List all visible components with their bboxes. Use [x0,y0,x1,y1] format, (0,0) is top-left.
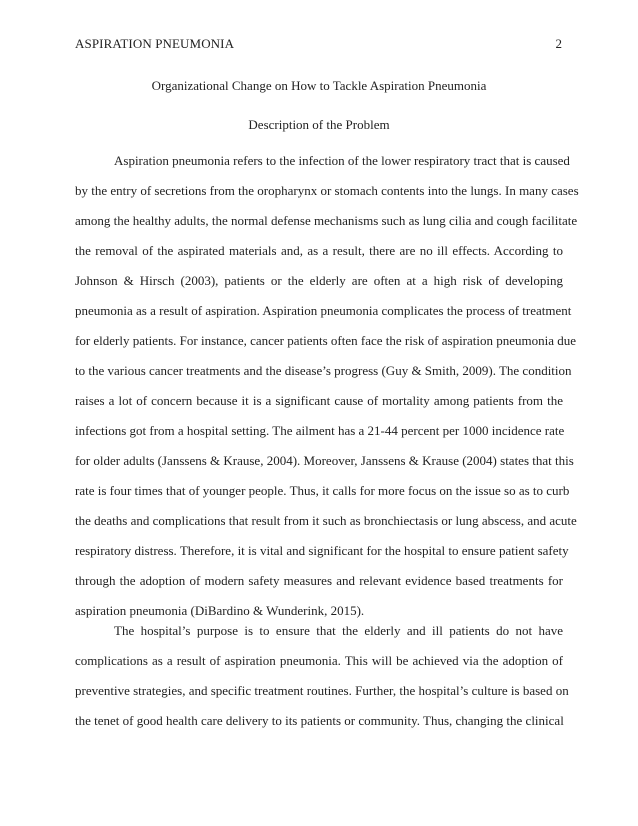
page-number: 2 [555,36,562,51]
paragraph-line: complications as a result of aspiration pneumonia. This will be achieved via the adoption of [75,653,563,668]
paragraph-line: by the entry of secretions from the oropharynx or stomach contents into the lungs. In many cases [75,183,579,198]
paragraph-line: among the healthy adults, the normal defense mechanisms such as lung cilia and cough facilitate [75,213,578,228]
paragraph-line: Aspiration pneumonia refers to the infection of the lower respiratory tract that is caused [114,153,570,168]
paragraph-line: the tenet of good health care delivery to its patients or community. Thus, changing the clinical [75,713,564,728]
paragraph-line: aspiration pneumonia (DiBardino & Wunderink, 2015). [75,603,365,618]
paragraph-line: preventive strategies, and specific treatment routines. Further, the hospital’s culture is based on [75,683,569,698]
document-title: Organizational Change on How to Tackle Aspiration Pneumonia [151,78,487,93]
paragraph-line: rate is four times that of younger people. Thus, it calls for more focus on the issue so as to curb [75,483,570,498]
section-heading: Description of the Problem [248,117,390,132]
paragraph-line: Johnson & Hirsch (2003), patients or the elderly are often at a high risk of developing [75,273,563,288]
paragraph-line: to the various cancer treatments and the disease’s progress (Guy & Smith, 2009). The condition [75,363,572,378]
paragraph-line: pneumonia as a result of aspiration. Aspiration pneumonia complicates the process of treatment [75,303,572,318]
paragraph-line: raises a lot of concern because it is a significant cause of mortality among patients from the [75,393,563,408]
paragraph-line: the deaths and complications that result from it such as bronchiectasis or lung abscess, and acute [75,513,577,528]
paragraph-line: infections got from a hospital setting. The ailment has a 21-44 percent per 1000 incidence rate [75,423,565,438]
running-head: ASPIRATION PNEUMONIA [75,36,235,51]
paragraph-line: for older adults (Janssens & Krause, 2004). Moreover, Janssens & Krause (2004) states that this [75,453,574,468]
paragraph-line: for elderly patients. For instance, cancer patients often face the risk of aspiration pneumonia due [75,333,577,348]
paragraph-1 [75,146,579,626]
paragraph-line: the removal of the aspirated materials and, as a result, there are no ill effects. According to [75,243,563,258]
paragraph-line: The hospital’s purpose is to ensure that the elderly and ill patients do not have [114,623,563,638]
paragraph-line: through the adoption of modern safety measures and relevant evidence based treatments for [75,573,563,588]
paragraph-2 [75,616,569,736]
paragraph-line: respiratory distress. Therefore, it is vital and significant for the hospital to ensure patient safety [75,543,569,558]
